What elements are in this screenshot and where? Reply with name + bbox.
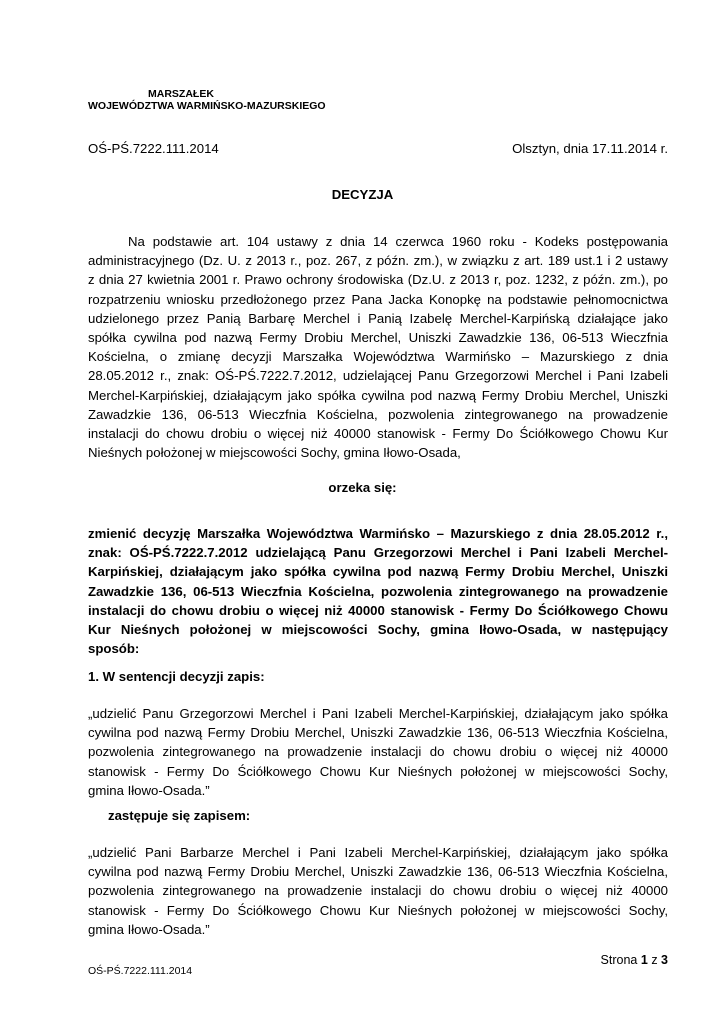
- intro-line: spółka cywilna pod nazwą Fermy Drobiu Merchel, Uniszki Zawadzkie 136, 06-513 Wieczfnia: [88, 330, 668, 346]
- document-title: DECYZJA: [331, 187, 394, 202]
- intro-line: rozpatrzeniu wniosku przedłożonego przez Pana Jacka Konopkę na podstawie pełnomocnictwa: [88, 291, 668, 307]
- intro-paragraph: [88, 232, 668, 462]
- issuer-subtitle: WOJEWÓDZTWA WARMIŃSKO-MAZURSKIEGO: [88, 100, 326, 112]
- intro-line: 28.05.2012 r., znak: OŚ-PŚ.7222.7.2012, udzielającej Panu Grzegorzowi Merchel i Pani Izabeli: [88, 368, 668, 384]
- decision-line: Kur Nieśnych położonej w miejscowości Sochy, gmina Iłowo-Osada, w następujący: [88, 622, 668, 638]
- page-prefix: Strona: [600, 953, 638, 967]
- intro-line: Kościelna, o zmianę decyzji Marszałka Województwa Warmińsko – Mazurskiego z dnia: [88, 349, 668, 365]
- intro-line: instalacji do chowu drobiu o więcej niż 40000 stanowisk - Fermy Do Ściółkowego Chowu Kur: [88, 426, 668, 442]
- replaced-by-heading: zastępuje się zapisem:: [108, 808, 251, 823]
- new-quote-line: stanowisk - Fermy Do Ściółkowego Chowu Kur Nieśnych położonej w miejscowości Sochy,: [88, 902, 668, 918]
- ruling-heading: orzeka się:: [328, 480, 397, 495]
- point-1-heading: 1. W sentencji decyzji zapis:: [88, 669, 265, 684]
- intro-line: Merchel-Karpińskiej, działającym jako spółka cywilna pod nazwą Fermy Drobiu Merchel, Uniszki: [88, 387, 668, 403]
- decision-line: instalacji do chowu drobiu o więcej niż 40000 stanowisk - Fermy Do Ściółkowego Chowu: [88, 602, 668, 618]
- place-date: Olsztyn, dnia 17.11.2014 r.: [512, 141, 668, 156]
- intro-line: Nieśnych położonej w miejscowości Sochy, gmina Iłowo-Osada,: [88, 445, 461, 461]
- page-total: 3: [661, 953, 668, 967]
- decision-line: znak: OŚ-PŚ.7222.7.2012 udzielającą Panu Grzegorzowi Merchel i Pani Izabeli Merchel-: [88, 545, 668, 561]
- intro-line: udzielonego przez Panią Barbarę Merchel i Panią Izabelę Merchel-Karpińską działające jako: [88, 310, 668, 326]
- issuer-title: MARSZAŁEK: [148, 88, 214, 100]
- decision-paragraph: [88, 524, 668, 658]
- case-number: OŚ-PŚ.7222.111.2014: [88, 141, 219, 156]
- intro-line: Na podstawie art. 104 ustawy z dnia 14 czerwca 1960 roku - Kodeks postępowania: [128, 234, 668, 249]
- footer-reference: OŚ-PŚ.7222.111.2014: [88, 965, 193, 977]
- old-quote-line: pozwolenia zintegrowanego na prowadzenie instalacji do chowu drobiu o więcej niż 40000: [88, 744, 668, 760]
- new-provision-quote: [88, 843, 668, 939]
- page-number: [601, 953, 668, 967]
- page-current: 1: [640, 953, 648, 967]
- new-quote-line: cywilna pod nazwą Fermy Drobiu Merchel, Uniszki Zawadzkie 136, 06-513 Wieczfnia Kościelna,: [88, 864, 668, 880]
- page-separator: z: [651, 953, 658, 967]
- old-quote-line: gmina Iłowo-Osada.”: [88, 782, 210, 798]
- new-quote-line: pozwolenia zintegrowanego na prowadzenie instalacji do chowu drobiu o więcej niż 40000: [88, 883, 668, 899]
- old-quote-line: cywilna pod nazwą Fermy Drobiu Merchel, Uniszki Zawadzkie 136, 06-513 Wieczfnia Kościelna,: [88, 725, 668, 741]
- intro-line: Zawadzkie 136, 06-513 Wieczfnia Kościelna, pozwolenia zintegrowanego na prowadzenie: [88, 406, 668, 422]
- intro-line: administracyjnego (Dz. U. z 2013 r., poz. 267, z późn. zm.), w związku z art. 189 ust.1 i 2 ustawy: [88, 253, 668, 269]
- decision-line: Zawadzkie 136, 06-513 Wieczfnia Kościelna, pozwolenia zintegrowanego na prowadzenie: [88, 583, 668, 599]
- old-quote-line: stanowisk - Fermy Do Ściółkowego Chowu Kur Nieśnych położonej w miejscowości Sochy,: [88, 763, 668, 779]
- decision-line: zmienić decyzję Marszałka Województwa Warmińsko – Mazurskiego z dnia 28.05.2012 r.,: [88, 526, 668, 541]
- decision-line: sposób:: [88, 641, 140, 657]
- old-provision-quote: [88, 704, 668, 800]
- new-quote-line: „udzielić Pani Barbarze Merchel i Pani Izabeli Merchel-Karpińskiej, działającym jako spółka: [88, 845, 668, 860]
- decision-line: Karpińskiej, działającym jako spółka cywilna pod nazwą Fermy Drobiu Merchel, Uniszki: [88, 564, 668, 580]
- intro-line: z dnia 27 kwietnia 2001 r. Prawo ochrony środowiska (Dz.U. z 2013 r, poz. 1232, z późn. zm.), po: [88, 272, 668, 288]
- new-quote-line: gmina Iłowo-Osada.”: [88, 921, 210, 937]
- old-quote-line: „udzielić Panu Grzegorzowi Merchel i Pani Izabeli Merchel-Karpińskiej, działającym jako spółka: [88, 706, 668, 721]
